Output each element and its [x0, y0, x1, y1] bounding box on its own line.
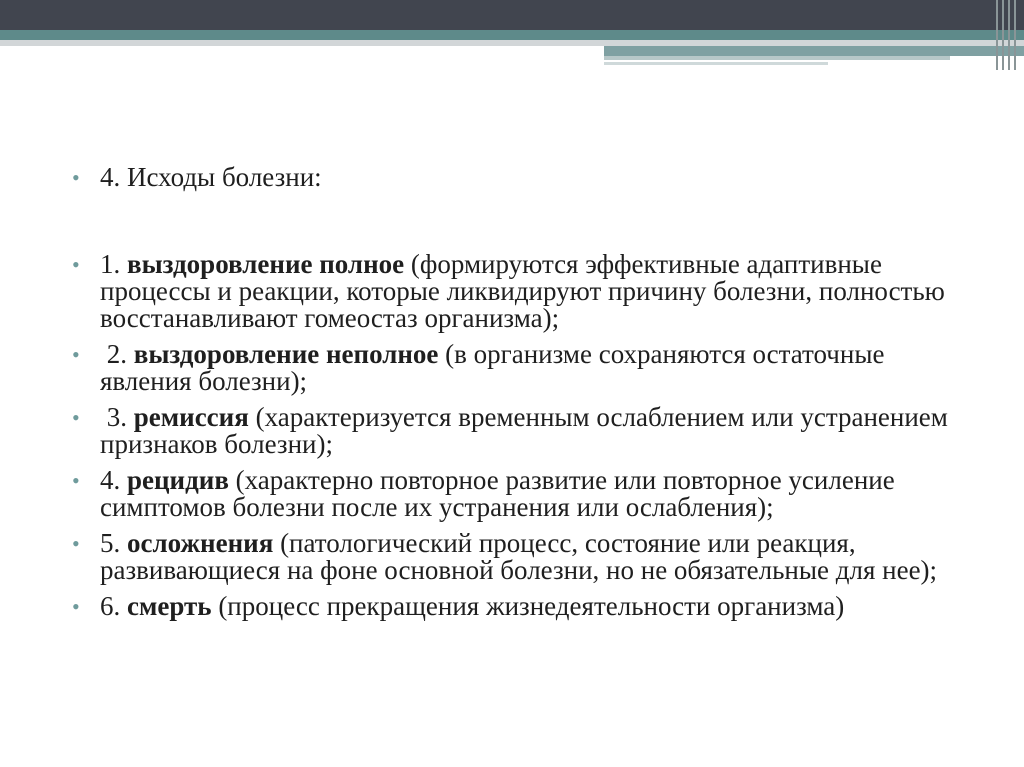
list-item [72, 341, 952, 395]
item-term: выздоровление полное [127, 249, 405, 279]
list-item [72, 530, 952, 584]
bullet-icon: • [72, 405, 80, 430]
item-term: выздоровление неполное [133, 339, 439, 369]
header-accent-bar [604, 46, 1024, 56]
bullet-icon: • [72, 252, 80, 277]
bullet-icon: • [72, 468, 80, 493]
item-text: (в организме сохраняются остаточные явления болезни); [100, 339, 885, 396]
item-term: рецидив [127, 465, 229, 495]
item-number: 5. [100, 528, 127, 558]
item-text: Исходы болезни: [120, 162, 322, 192]
item-number: 1. [100, 249, 127, 279]
item-number: 4. [100, 162, 121, 192]
header-accent-bar-thin [604, 62, 828, 65]
item-term: ремиссия [133, 402, 249, 432]
item-number: 4. [100, 465, 127, 495]
item-text: (формируются эффективные адаптивные процессы и реакции, которые ликвидируют причину болезни, полностью восстанавливают гомеостаз организма); [100, 249, 945, 333]
item-text: (характерно повторное развитие или повторное усиление симптомов болезни после их устранения или ослабления); [100, 465, 895, 522]
item-text: (процесс прекращения жизнедеятельности организма) [211, 591, 845, 621]
list-item [72, 251, 952, 332]
list-item [72, 467, 952, 521]
item-number: 3. [100, 402, 134, 432]
list-item [72, 404, 952, 458]
list-item-heading [72, 164, 952, 191]
slide-body [72, 164, 952, 629]
outcome-list [72, 164, 952, 620]
bullet-icon: • [72, 594, 80, 619]
header-bar-teal [0, 30, 1024, 40]
item-text: (характеризуется временным ослаблением или устранением признаков болезни); [100, 402, 948, 459]
item-text: (патологический процесс, состояние или реакция, развивающиеся на фоне основной болезни, но не обязательные для нее); [100, 528, 938, 585]
item-number: 6. [100, 591, 127, 621]
header-stripes [994, 0, 1024, 70]
header-accent-bar-light [604, 56, 950, 60]
item-number: 2. [100, 339, 134, 369]
item-term: смерть [127, 591, 212, 621]
bullet-icon: • [72, 531, 80, 556]
item-term: осложнения [127, 528, 274, 558]
list-item [72, 593, 952, 620]
bullet-icon: • [72, 342, 80, 367]
header-bar-dark [0, 0, 1024, 30]
bullet-icon: • [72, 165, 80, 190]
